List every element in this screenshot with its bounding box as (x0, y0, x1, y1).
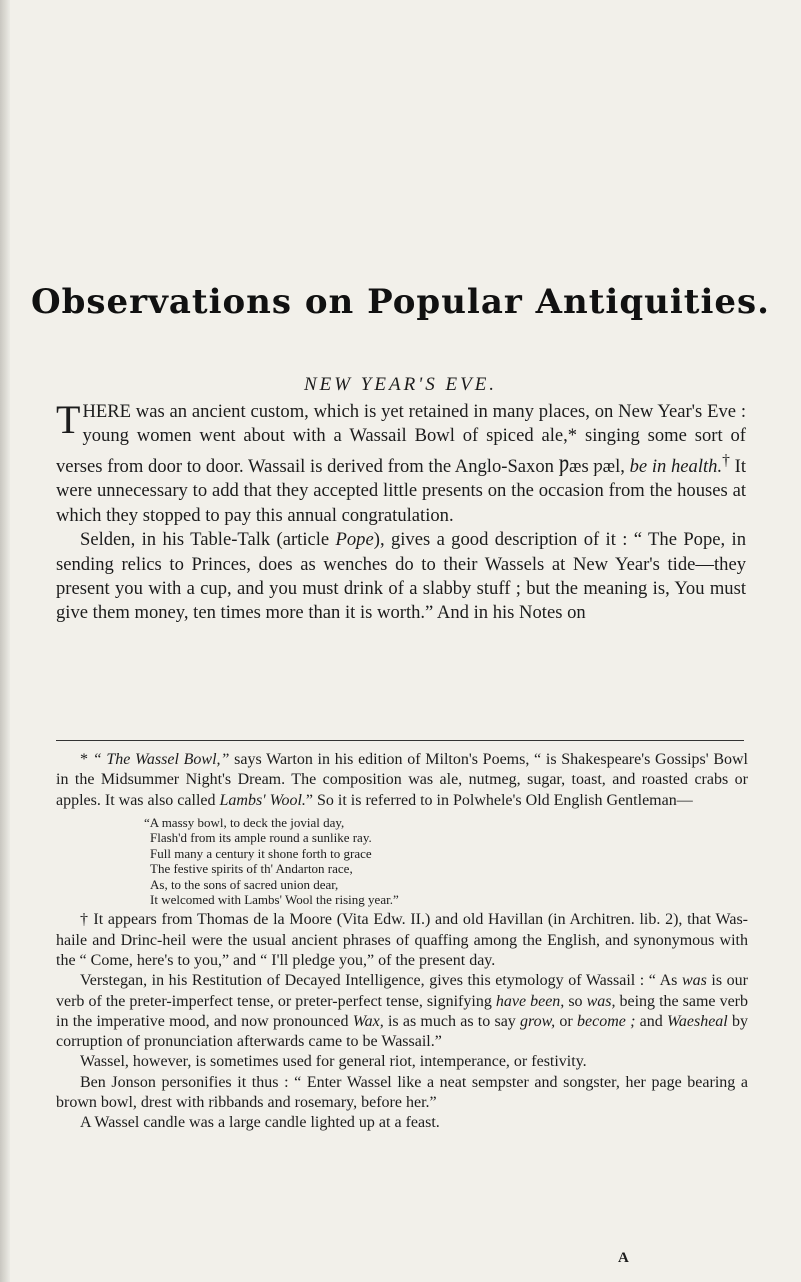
footnote-2-wassel-riot: Wassel, however, is sometimes used for general riot, intemperance, or festivity. (80, 1053, 587, 1071)
footnote-1: * “ The Wassel Bowl,” says Warton in his edition of Milton's Poems, “ is Shakespeare's Gossips' Bowl in the Midsummer Night's Dream. The composition was ale, nutmeg, sugar, toast, and roasted crabs or apples. It was also called Lambs' Wool.” So it is referred to in Polwhele's Old English Gentleman— (56, 751, 749, 809)
footnote-ref-dagger: † (722, 451, 730, 469)
poem-line: As, to the sons of sacred union dear, (150, 876, 339, 892)
paragraph-2: Selden, in his Table-Talk (article Pope), gives a good description of it : “ The Pope, in sending relics to Princes, does as wenches do to their Wassels at New Year's tide—they present you with a cup, and you must drink of a slabby stuff ; but the meaning is, You must give them money, ten times more than it is worth.” And in his Notes on (56, 529, 746, 624)
footnote-2-candle: A Wassel candle was a large candle lighted up at a feast. (80, 1114, 440, 1132)
paragraph-1: THERE was an ancient custom, which is yet retained in many places, on New Year's Eve : young women went about with a Wassail Bowl of spiced ale,* singing some sort of verses from door to door. Wassail is derived from the Anglo-Saxon Ƿæs ƿæl, be in health.† It were unnecessary to add that they accepted little presents on the occasion from the houses at which they stopped to pay this annual congratulation. (56, 397, 747, 526)
footnote-2: † It appears from Thomas de la Moore (Vita Edw. II.) and old Havillan (in Architren. lib. 2), that Was-haile and Drinc-heil were the usual ancient phrases of quaffing among the English, and synonymous with the “ Come, here's to you,” and “ I'll pledge you,” of the present day. (56, 911, 748, 969)
page-title: Observations on Popular Antiquities. (31, 282, 770, 322)
footnote-divider (56, 740, 744, 741)
poem-line: The festive spirits of th' Andarton race, (150, 861, 353, 877)
poem-line: “A massy bowl, to deck the jovial day, (144, 814, 345, 830)
quoted-poem (144, 815, 748, 907)
signature-mark: A (618, 1250, 629, 1266)
page-gutter-shadow (0, 0, 10, 1282)
section-heading: NEW YEAR'S EVE. (303, 374, 498, 395)
poem-line: Flash'd from its ample round a sunlike ray. (150, 830, 372, 846)
poem-line: It welcomed with Lambs' Wool the rising year.” (150, 891, 399, 907)
drop-cap: T (56, 397, 81, 442)
poem-line: Full many a century it shone forth to grace (150, 845, 372, 861)
footnote-2-verstegan: Verstegan, in his Restitution of Decayed Intelligence, gives this etymology of Wassail : “ As was is our verb of the preter-imperfect tense, or preter-perfect tense, signifying have been, so was, being the same verb in the imperative mood, and now pronounced Wax, is as much as to say grow, or become ; and Waesheal by corruption of pronunciation afterwards came to be Wassail.” (56, 972, 748, 1051)
footnote-2-ben-jonson: Ben Jonson personifies it thus : “ Enter Wassel like a neat sempster and songster, her page bearing a brown bowl, drest with ribbands and rosemary, before her.” (56, 1073, 748, 1111)
main-text (56, 397, 747, 626)
footnotes (56, 750, 748, 1134)
